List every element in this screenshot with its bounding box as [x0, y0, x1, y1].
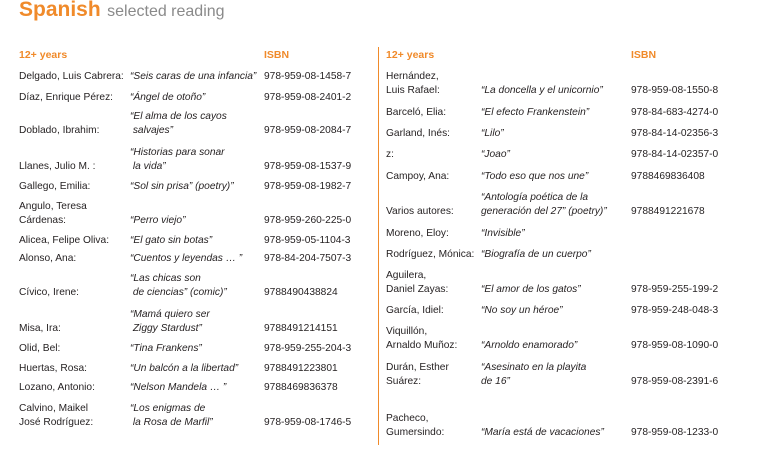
book-title: “No soy un héroe” — [481, 305, 563, 316]
book-isbn: 978-84-14-02357-0 — [631, 149, 719, 160]
book-isbn: 978-959-08-2084-7 — [264, 124, 352, 136]
book-author: Gallego, Emilia: — [19, 181, 91, 192]
book-author: Pacheco, Gumersindo: — [386, 413, 445, 438]
book-isbn: 978-959-255-204-3 — [264, 343, 352, 354]
book-title: “La doncella y el unicornio” — [481, 84, 603, 96]
book-title: “Ángel de otoño” — [130, 92, 206, 103]
book-author: Lozano, Antonio: — [19, 382, 95, 393]
book-author: Llanes, Julio M. : — [19, 160, 96, 172]
right-header-age: 12+ years — [386, 49, 435, 61]
book-isbn: 978-84-14-02356-3 — [631, 128, 719, 139]
book-isbn: 9788469836378 — [264, 382, 338, 393]
book-author: Varios autores: — [386, 205, 454, 217]
book-author: Rodríguez, Mónica: — [386, 249, 475, 260]
book-isbn: 978-959-08-1233-0 — [631, 426, 719, 438]
page-title — [19, 0, 225, 22]
book-author: Huertas, Rosa: — [19, 363, 87, 374]
book-author: Olid, Bel: — [19, 343, 61, 354]
book-isbn: 9788491214151 — [264, 322, 338, 334]
book-title: “Tina Frankens” — [130, 343, 202, 354]
book-title: “Todo eso que nos une” — [481, 171, 589, 182]
book-title: “María está de vacaciones” — [481, 426, 604, 438]
book-isbn: 978-959-08-2391-6 — [631, 375, 719, 387]
book-title: “Historias para sonar la vida” — [130, 147, 225, 172]
book-isbn: 978-84-204-7507-3 — [264, 253, 352, 264]
book-author: Viquillón, Arnaldo Muñoz: — [386, 326, 458, 351]
book-isbn: 978-959-260-225-0 — [264, 214, 352, 226]
book-title: “Los enigmas de la Rosa de Marfil” — [130, 403, 213, 428]
book-author: Hernández, Luis Rafael: — [386, 71, 440, 96]
book-title: “Nelson Mandela … ” — [130, 382, 227, 393]
book-title: “Arnoldo enamorado” — [481, 339, 578, 351]
book-author: Díaz, Enrique Pérez: — [19, 92, 113, 103]
book-isbn: 978-959-08-1746-5 — [264, 416, 352, 428]
book-title: “Perro viejo” — [130, 214, 186, 226]
right-header-isbn: ISBN — [631, 49, 657, 61]
book-title: “Cuentos y leyendas … ” — [130, 253, 243, 264]
book-author: Calvino, Maikel José Rodríguez: — [19, 403, 94, 428]
book-title: “El gato sin botas” — [130, 235, 213, 246]
book-author: Angulo, Teresa Cárdenas: — [19, 201, 87, 226]
title-main: Spanish — [19, 0, 101, 21]
book-isbn: 978-959-08-1090-0 — [631, 339, 719, 351]
book-author: Alicea, Felipe Oliva: — [19, 235, 110, 246]
book-isbn: 978-959-248-048-3 — [631, 305, 719, 316]
book-title: “El amor de los gatos” — [481, 283, 581, 295]
book-author: Alonso, Ana: — [19, 253, 77, 264]
book-title: “Asesinato en la playita de 16” — [481, 362, 587, 387]
book-title: “Biografía de un cuerpo” — [481, 249, 591, 260]
book-isbn: 978-959-08-1550-8 — [631, 84, 719, 96]
book-author: Delgado, Luis Cabrera: — [19, 71, 124, 82]
book-author: z: — [386, 149, 394, 160]
book-title: “Lilo” — [481, 128, 504, 139]
book-isbn: 9788491223801 — [264, 363, 338, 374]
book-title: “Invisible” — [481, 228, 525, 239]
book-author: Campoy, Ana: — [386, 171, 450, 182]
column-divider — [378, 47, 379, 445]
book-isbn: 978-959-255-199-2 — [631, 283, 719, 295]
book-author: Doblado, Ibrahim: — [19, 124, 100, 136]
book-title: “Joao” — [481, 149, 510, 160]
book-author: García, Idiel: — [386, 305, 444, 316]
book-title: “Las chicas son de ciencias” (comic)” — [130, 273, 227, 298]
book-title: “Antología poética de la generación del 27” (poetry)” — [481, 192, 607, 217]
book-title: “Sol sin prisa” (poetry)” — [130, 181, 234, 192]
book-author: Garland, Inés: — [386, 128, 450, 139]
book-author: Aguilera, Daniel Zayas: — [386, 270, 449, 295]
book-title: “El alma de los cayos salvajes” — [130, 111, 227, 136]
book-isbn: 978-959-08-1982-7 — [264, 181, 352, 192]
title-sub: selected reading — [107, 3, 225, 20]
left-header-age: 12+ years — [19, 49, 68, 61]
book-title: “Un balcón a la libertad” — [130, 363, 239, 374]
book-author: Misa, Ira: — [19, 322, 61, 334]
book-isbn: 978-959-05-1104-3 — [264, 235, 351, 246]
book-author: Durán, Esther Suárez: — [386, 362, 449, 387]
book-title: “Seis caras de una infancia” — [130, 71, 257, 82]
left-header-isbn: ISBN — [264, 49, 290, 61]
book-author: Cívico, Irene: — [19, 286, 80, 298]
book-title: “Mamá quiero ser Ziggy Stardust” — [130, 309, 210, 334]
book-isbn: 9788469836408 — [631, 171, 705, 182]
book-isbn: 9788490438824 — [264, 286, 338, 298]
book-author: Moreno, Eloy: — [386, 228, 449, 239]
book-isbn: 9788491221678 — [631, 205, 705, 217]
book-title: “El efecto Frankenstein” — [481, 107, 590, 118]
book-isbn: 978-959-08-1537-9 — [264, 160, 352, 172]
book-isbn: 978-959-08-1458-7 — [264, 71, 352, 82]
book-isbn: 978-959-08-2401-2 — [264, 92, 352, 103]
book-isbn: 978-84-683-4274-0 — [631, 107, 719, 118]
book-author: Barceló, Elia: — [386, 107, 447, 118]
